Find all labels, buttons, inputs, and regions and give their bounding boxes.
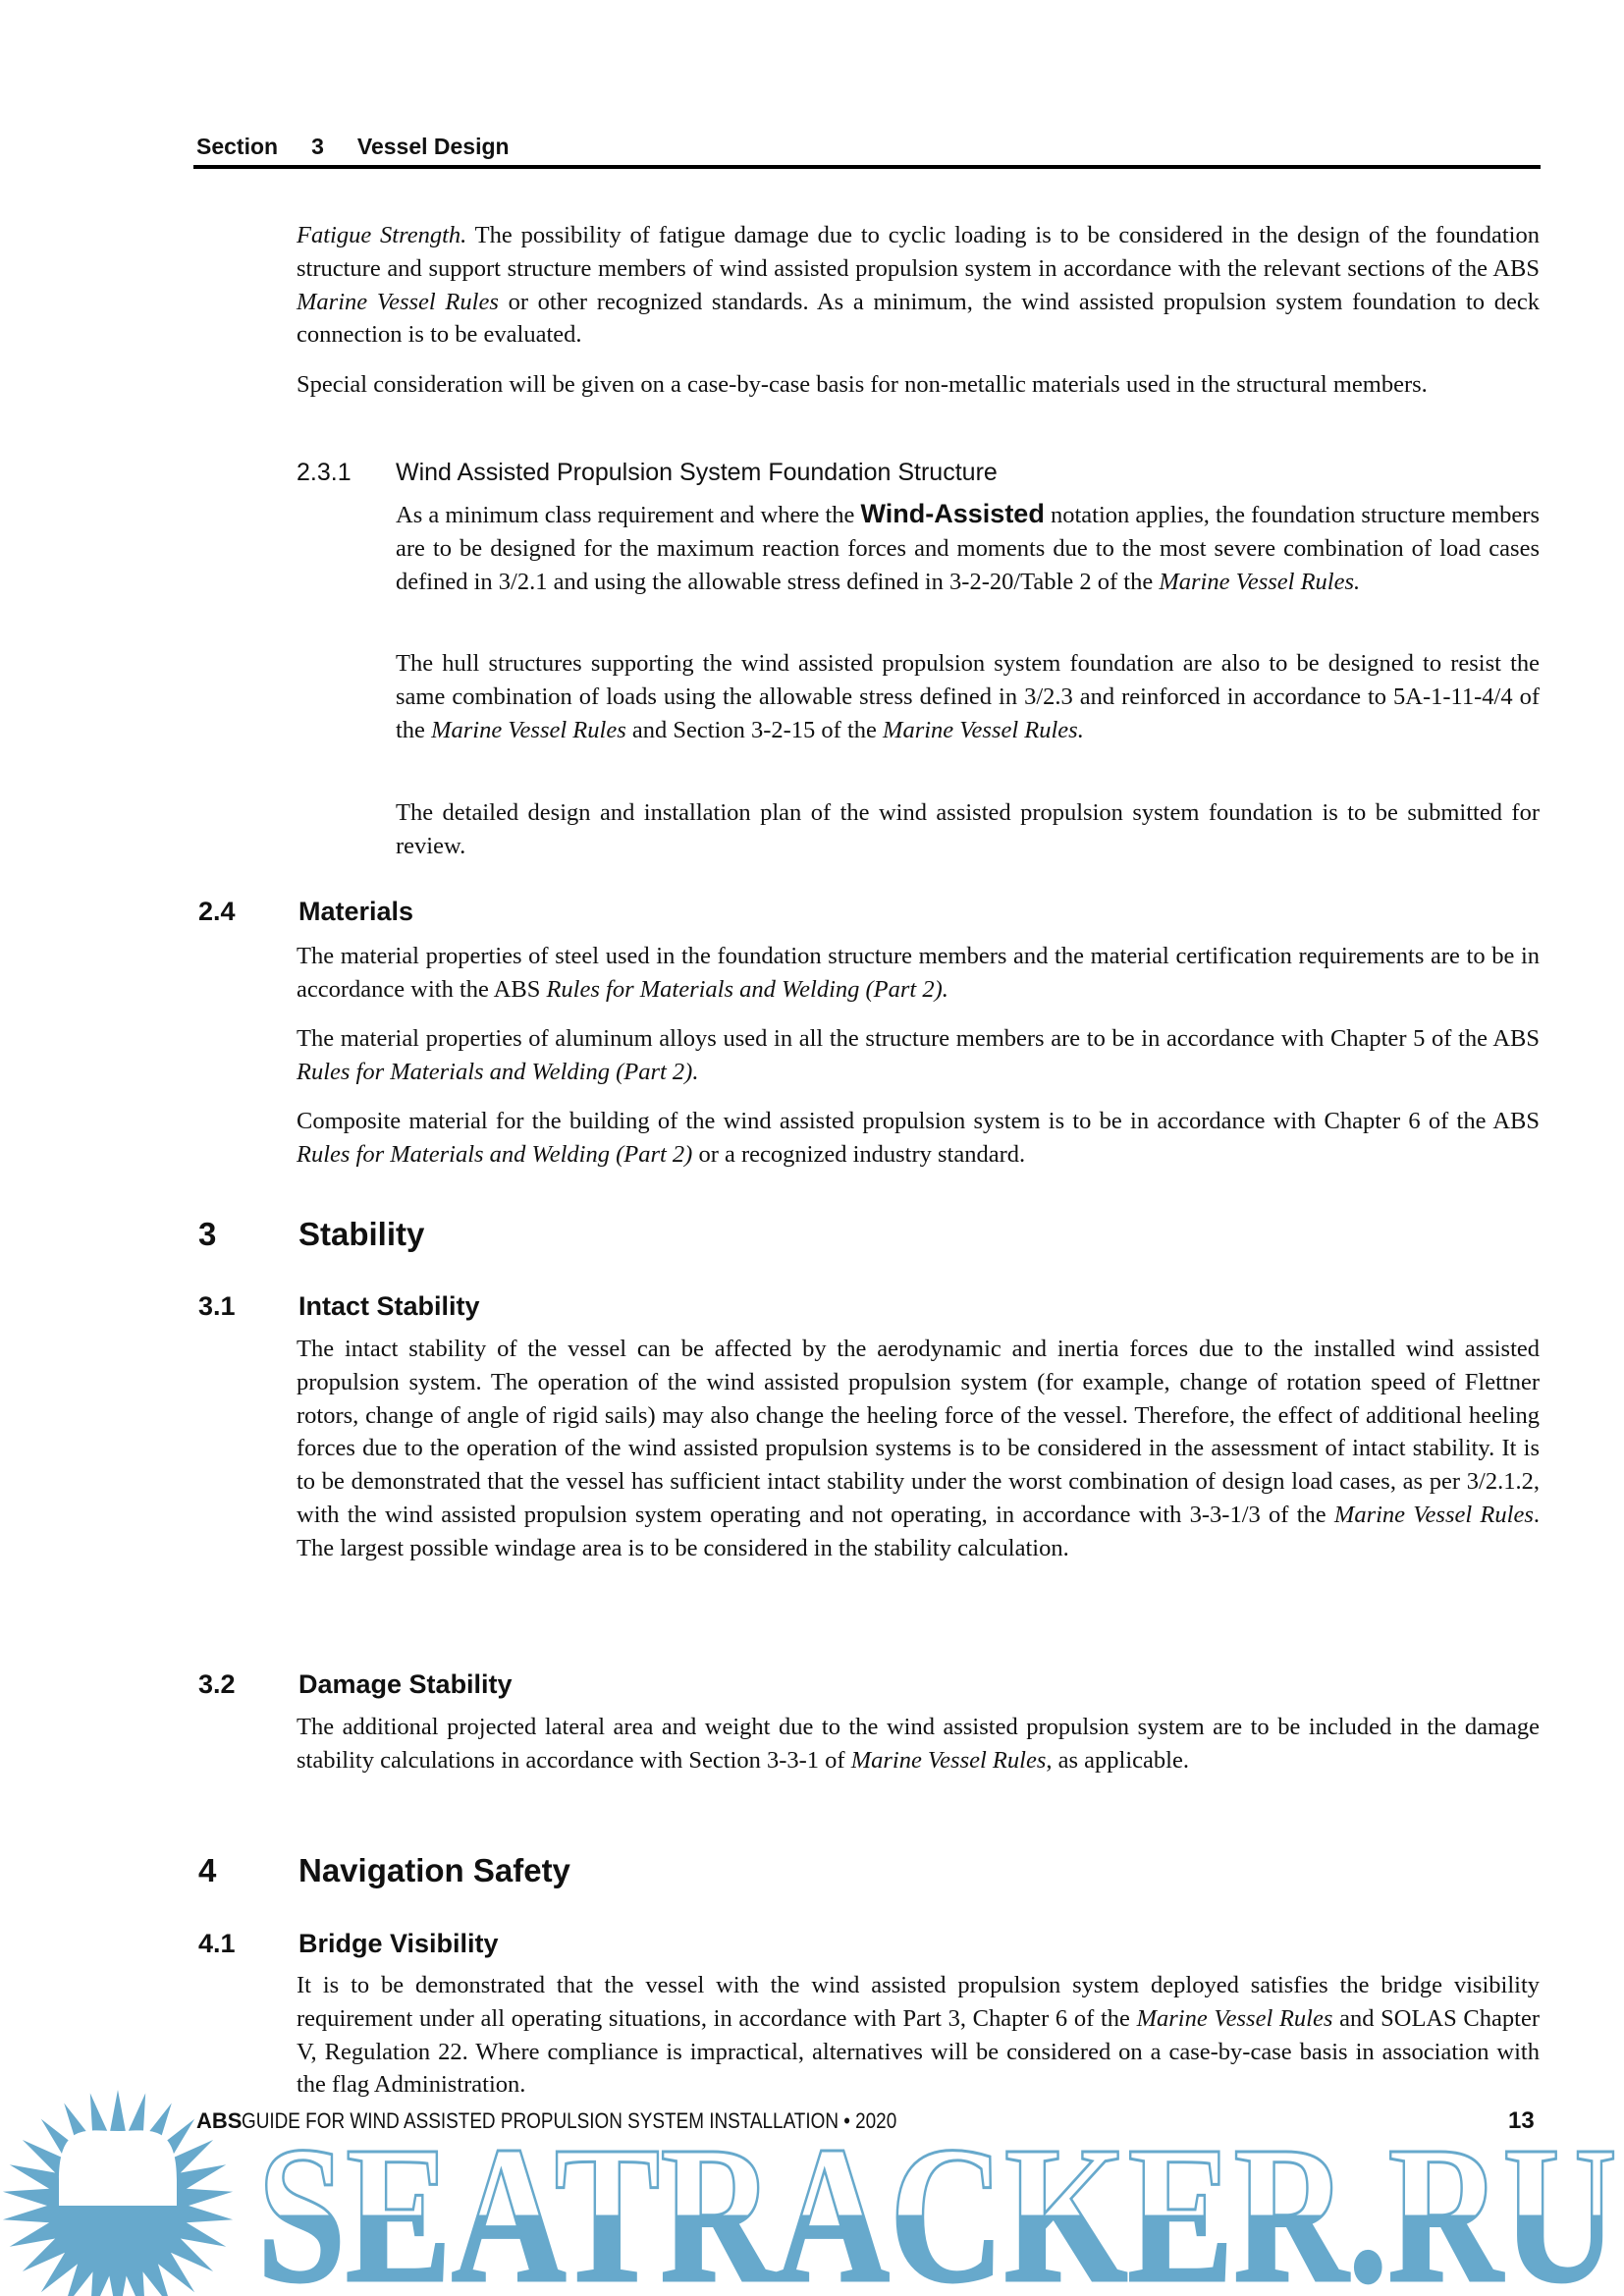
italic-reference: Rules for Materials and Welding (Part 2). (546, 975, 948, 1003)
text-run: The possibility of fatigue damage due to cyclic loading is to be considered in the design of the foundation structure and support structure members of wind assisted propulsion system in accordance with the relevant sections of the ABS (297, 222, 1540, 282)
text-run: and Section 3-2-15 of the (625, 716, 884, 743)
heading-number: 3.1 (198, 1291, 236, 1321)
page-number: 13 (1508, 2107, 1535, 2134)
text-run: or a recognized industry standard. (692, 1140, 1026, 1168)
heading-number: 3.2 (198, 1669, 236, 1699)
header-rule (193, 165, 1541, 169)
text-run: and SOLAS Chapter V, Regulation 22. Where compliance is impractical, alternatives will be considered on a case-by-case basis in association with the flag Administration. (297, 2004, 1540, 2099)
heading-number: 3 (198, 1216, 217, 1252)
paragraph-steel (297, 940, 1540, 1007)
section-number: 3 (311, 134, 324, 159)
text-run: notation applies, the foundation structure members are to be designed for the maximum reaction forces and moments due to the most severe combination of load cases defined in 3/2.1 and using the allowable stress defined in 3-2-20/Table 2 of the (396, 502, 1540, 595)
watermark-text: SEATRACKER.RU (257, 2106, 1617, 2296)
paragraph-special-consideration (297, 368, 1540, 402)
heading-title: Materials (298, 897, 414, 926)
section-title: Vessel Design (356, 134, 510, 159)
italic-reference: Marine Vessel Rules (431, 716, 626, 743)
italic-reference: Marine Vessel Rules. (883, 716, 1084, 743)
paragraph-fatigue-strength (297, 219, 1540, 352)
watermark (0, 2062, 1624, 2296)
italic-reference: Marine Vessel Rules (297, 288, 499, 315)
paragraph-hull-structures (396, 647, 1540, 746)
text-run: As a minimum class requirement and where the (396, 502, 861, 528)
sun-dome-icon (59, 2130, 177, 2206)
text-run: , as applicable. (1046, 1746, 1189, 1774)
text-run: . The largest possible windage area is to be considered in the stability calculation. (297, 1501, 1540, 1561)
text-run: The material properties of aluminum alloys used in all the structure members are to be in accordance with Chapter 5 of the ABS (297, 1025, 1540, 1052)
italic-reference: Marine Vessel Rules (1136, 2004, 1333, 2032)
paragraph-aluminum (297, 1022, 1540, 1089)
paragraph-composite (297, 1105, 1540, 1172)
paragraph-design-plan (396, 796, 1540, 863)
italic-reference: Marine Vessel Rules. (1159, 568, 1361, 595)
paragraph-damage-stability (297, 1711, 1540, 1777)
italic-reference: Marine Vessel Rules (1333, 1501, 1534, 1528)
italic-reference: Rules for Materials and Welding (Part 2). (297, 1058, 699, 1085)
text-run: The additional projected lateral area and weight due to the wind assisted propulsion system are to be included in the damage stability calculations in accordance with Section 3-3-1 of (297, 1714, 1540, 1774)
paragraph-foundation-requirement (396, 498, 1540, 598)
heading-title: Wind Assisted Propulsion System Foundation Structure (396, 459, 998, 486)
text-run: It is to be demonstrated that the vessel with the wind assisted propulsion system deployed satisfies the bridge visibility requirement under all operating situations, in accordance with Part 3, Chapter 6 of the (297, 1972, 1540, 2032)
italic-reference: Marine Vessel Rules (850, 1746, 1047, 1774)
text-run: The hull structures supporting the wind assisted propulsion system foundation are also to be designed to resist the same combination of loads using the allowable stress defined in 3/2.3 and reinforced in accordance to 5A-1-11-4/4 of the (396, 650, 1540, 743)
heading-title: Intact Stability (298, 1291, 480, 1321)
heading-title: Bridge Visibility (298, 1929, 499, 1958)
italic-reference: Fatigue Strength. (297, 222, 467, 248)
text-run: or other recognized standards. As a minimum, the wind assisted propulsion system foundation to deck connection is to be evaluated. (297, 288, 1540, 349)
heading-number: 4 (198, 1852, 217, 1888)
text-run: The material properties of steel used in the foundation structure members and the material certification requirements are to be in accordance with the ABS (297, 943, 1540, 1003)
notation-name: Wind-Assisted (860, 499, 1045, 528)
running-header (196, 134, 543, 160)
paragraph-intact-stability (297, 1333, 1540, 1565)
section-label: Section (196, 134, 279, 159)
footer (196, 2108, 1003, 2134)
italic-reference: Rules for Materials and Welding (Part 2) (297, 1140, 693, 1168)
text-run: Special consideration will be given on a case-by-case basis for non-metallic materials used in the structural members. (297, 371, 1428, 398)
heading-title: Navigation Safety (298, 1852, 570, 1888)
footer-brand: ABS (196, 2108, 243, 2133)
heading-number: 4.1 (198, 1929, 236, 1958)
heading-number: 2.3.1 (297, 459, 352, 486)
text-run: The intact stability of the vessel can be affected by the aerodynamic and inertia forces due to the installed wind assisted propulsion system. The operation of the wind assisted propulsion system (for example, change of rotation speed of Flettner rotors, change of angle of rigid sails) may also change the heeling force of the vessel. Therefore, the effect of additional heeling forces due to the operation of the wind assisted propulsion systems is to be considered in the assessment of intact stability. It is to be demonstrated that the vessel has sufficient intact stability under the worst combination of design load cases, as per 3/2.1.2, with the wind assisted propulsion system operating and not operating, in accordance with 3-3-1/3 of the (297, 1336, 1540, 1528)
footer-title: GUIDE FOR WIND ASSISTED PROPULSION SYSTEM INSTALLATION • 2020 (242, 2108, 897, 2133)
heading-number: 2.4 (198, 897, 236, 926)
text-run: The detailed design and installation plan of the wind assisted propulsion system foundation is to be submitted for review. (396, 799, 1540, 859)
text-run: Composite material for the building of the wind assisted propulsion system is to be in accordance with Chapter 6 of the ABS (297, 1108, 1540, 1134)
heading-title: Stability (298, 1216, 425, 1252)
heading-title: Damage Stability (298, 1669, 513, 1699)
